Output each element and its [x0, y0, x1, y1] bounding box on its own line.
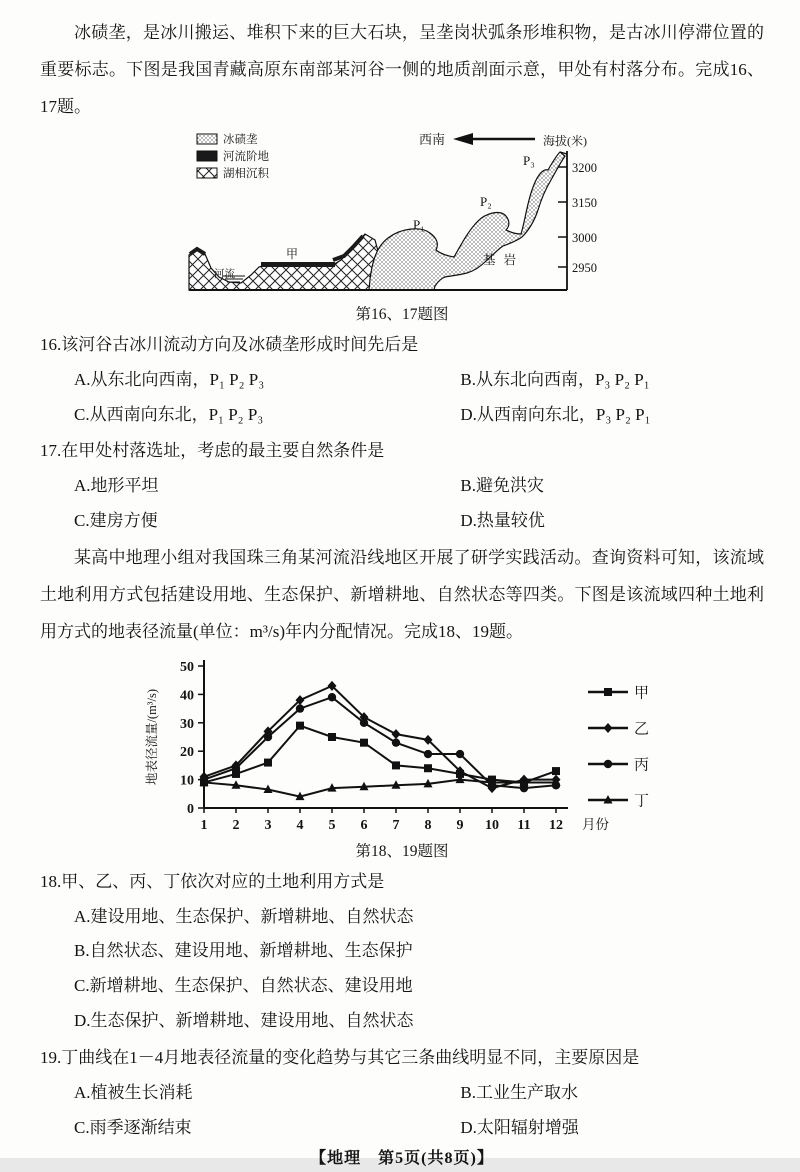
q17-stem: 17.在甲处村落选址，考虑的最主要自然条件是: [40, 441, 385, 461]
q18-option-c: C.新增耕地、生态保护、自然状态、建设用地: [74, 976, 413, 996]
x-tick-label: 9: [456, 818, 463, 834]
q16-option-b: B.从东北向西南，P₃ P₂ P₁: [460, 369, 650, 389]
x-tick-label: 10: [484, 818, 499, 834]
lacustrine-swatch-icon: [197, 168, 217, 178]
jia-label: 甲: [286, 247, 299, 262]
terrace-swatch-icon: [197, 151, 217, 161]
moraine-band: [369, 152, 565, 290]
x-axis-title: 月份: [581, 817, 609, 833]
intro-passage-18-19: 某高中地理小组对我国珠三角某河流沿线地区开展了研学实践活动。查询资料可知，该流域土地利用方式包括建设用地、生态保护、新增耕地、自然状态等四类。下图是该流域四种土地利用方式的地表径流量(单位：m³/s)年内分配情况。完成18、19题。: [40, 547, 764, 641]
river-label: 河流: [214, 269, 235, 281]
question-19: [40, 1041, 764, 1146]
p3-label: P₃: [523, 153, 535, 169]
y-tick-label: 0: [186, 802, 194, 818]
tick-2950: 2950: [572, 261, 597, 276]
figure-cross-section: [187, 127, 617, 326]
question-17: [40, 434, 764, 539]
figure-runoff-chart: [140, 652, 665, 863]
x-tick-label: 3: [264, 818, 271, 834]
y-axis-title: 地表径流量/(m³/s): [144, 688, 159, 786]
y-tick-label: 50: [179, 660, 194, 676]
q17-option-b: B.避免洪灾: [460, 476, 544, 496]
y-tick-label: 20: [179, 745, 194, 761]
q16-option-d: D.从西南向东北，P₃ P₂ P₁: [460, 404, 651, 424]
x-tick-label: 11: [516, 818, 531, 834]
elevation-axis: [558, 151, 597, 290]
legend-entry-甲: [588, 685, 649, 702]
tick-3200: 3200: [572, 161, 597, 176]
legend-entry-丁: [588, 793, 649, 810]
q18-option-a: A.建设用地、生态保护、新增耕地、自然状态: [74, 906, 414, 926]
q18-option-b: B.自然状态、建设用地、新增耕地、生态保护: [74, 941, 413, 961]
q19-option-a: A.植被生长消耗: [74, 1082, 193, 1102]
tick-3000: 3000: [572, 231, 597, 246]
legend-lacustrine-label: 湖相沉积: [223, 168, 269, 181]
figure1-caption: 第16、17题图: [355, 306, 449, 324]
p1-label: P₁: [413, 217, 425, 233]
legend-label: 甲: [633, 685, 649, 702]
intro-passage-16-17: 冰碛垄，是冰川搬运、堆积下来的巨大石块，呈垄岗状弧条形堆积物，是古冰川停滞位置的重要标志。下图是我国青藏高原东南部某河谷一侧的地质剖面示意，甲处有村落分布。完成16、17题。: [40, 23, 764, 117]
cross-section-diagram: [187, 127, 617, 299]
question-16: [40, 328, 764, 433]
legend-moraine-label: 冰碛垄: [223, 134, 258, 147]
legend-label: 丙: [633, 757, 649, 774]
q19-option-c: C.雨季逐渐结束: [74, 1117, 192, 1137]
series-乙: [199, 681, 560, 793]
series-丙: [199, 693, 559, 792]
q16-stem: 16.该河谷古冰川流动方向及冰碛垄形成时间先后是: [40, 334, 419, 354]
x-tick-label: 7: [392, 818, 399, 834]
elevation-axis-label: 海拔(米): [543, 134, 587, 149]
y-tick-label: 10: [179, 773, 194, 789]
series-甲: [200, 722, 560, 787]
x-tick-label: 4: [296, 818, 303, 834]
y-tick-label: 40: [179, 688, 194, 704]
legend-label: 乙: [633, 721, 649, 738]
q17-option-d: D.热量较优: [460, 511, 545, 531]
q16-option-c: C.从西南向东北，P₁ P₂ P₃: [74, 404, 264, 424]
q16-option-a: A.从东北向西南，P₁ P₂ P₃: [74, 369, 265, 389]
tick-3150: 3150: [572, 196, 597, 211]
legend-entry-丙: [588, 757, 649, 774]
y-tick-label: 30: [179, 716, 194, 732]
q19-option-d: D.太阳辐射增强: [460, 1117, 579, 1137]
q19-stem: 19.丁曲线在1－4月地表径流量的变化趋势与其它三条曲线明显不同，主要原因是: [40, 1047, 640, 1067]
legend-terrace-label: 河流阶地: [223, 151, 269, 164]
cross-section-legend: [197, 132, 269, 180]
q18-option-d: D.生态保护、新增耕地、建设用地、自然状态: [74, 1011, 414, 1031]
direction-label: 西南: [419, 132, 446, 148]
question-18: [40, 865, 764, 1039]
x-tick-label: 5: [328, 818, 335, 834]
q17-option-a: A.地形平坦: [74, 476, 159, 496]
x-tick-label: 2: [232, 818, 239, 834]
terrace-band: [261, 262, 335, 267]
q19-option-b: B.工业生产取水: [460, 1082, 578, 1102]
page-footer: 【地理 第5页(共8页)】: [310, 1150, 494, 1168]
figure2-caption: 第18、19题图: [355, 843, 449, 861]
legend-entry-乙: [588, 722, 649, 738]
legend-label: 丁: [633, 793, 649, 810]
bedrock-label: 基岩: [483, 253, 525, 268]
p2-label: P₂: [480, 194, 492, 210]
x-tick-label: 6: [360, 818, 367, 834]
x-tick-label: 8: [424, 818, 431, 834]
runoff-line-chart: [140, 652, 665, 836]
q17-option-c: C.建房方便: [74, 511, 158, 531]
moraine-swatch-icon: [197, 134, 217, 144]
q18-stem: 18.甲、乙、丙、丁依次对应的土地利用方式是: [40, 871, 385, 891]
southwest-arrow-icon: [453, 133, 535, 145]
x-tick-label: 12: [548, 818, 563, 834]
x-tick-label: 1: [200, 818, 207, 834]
